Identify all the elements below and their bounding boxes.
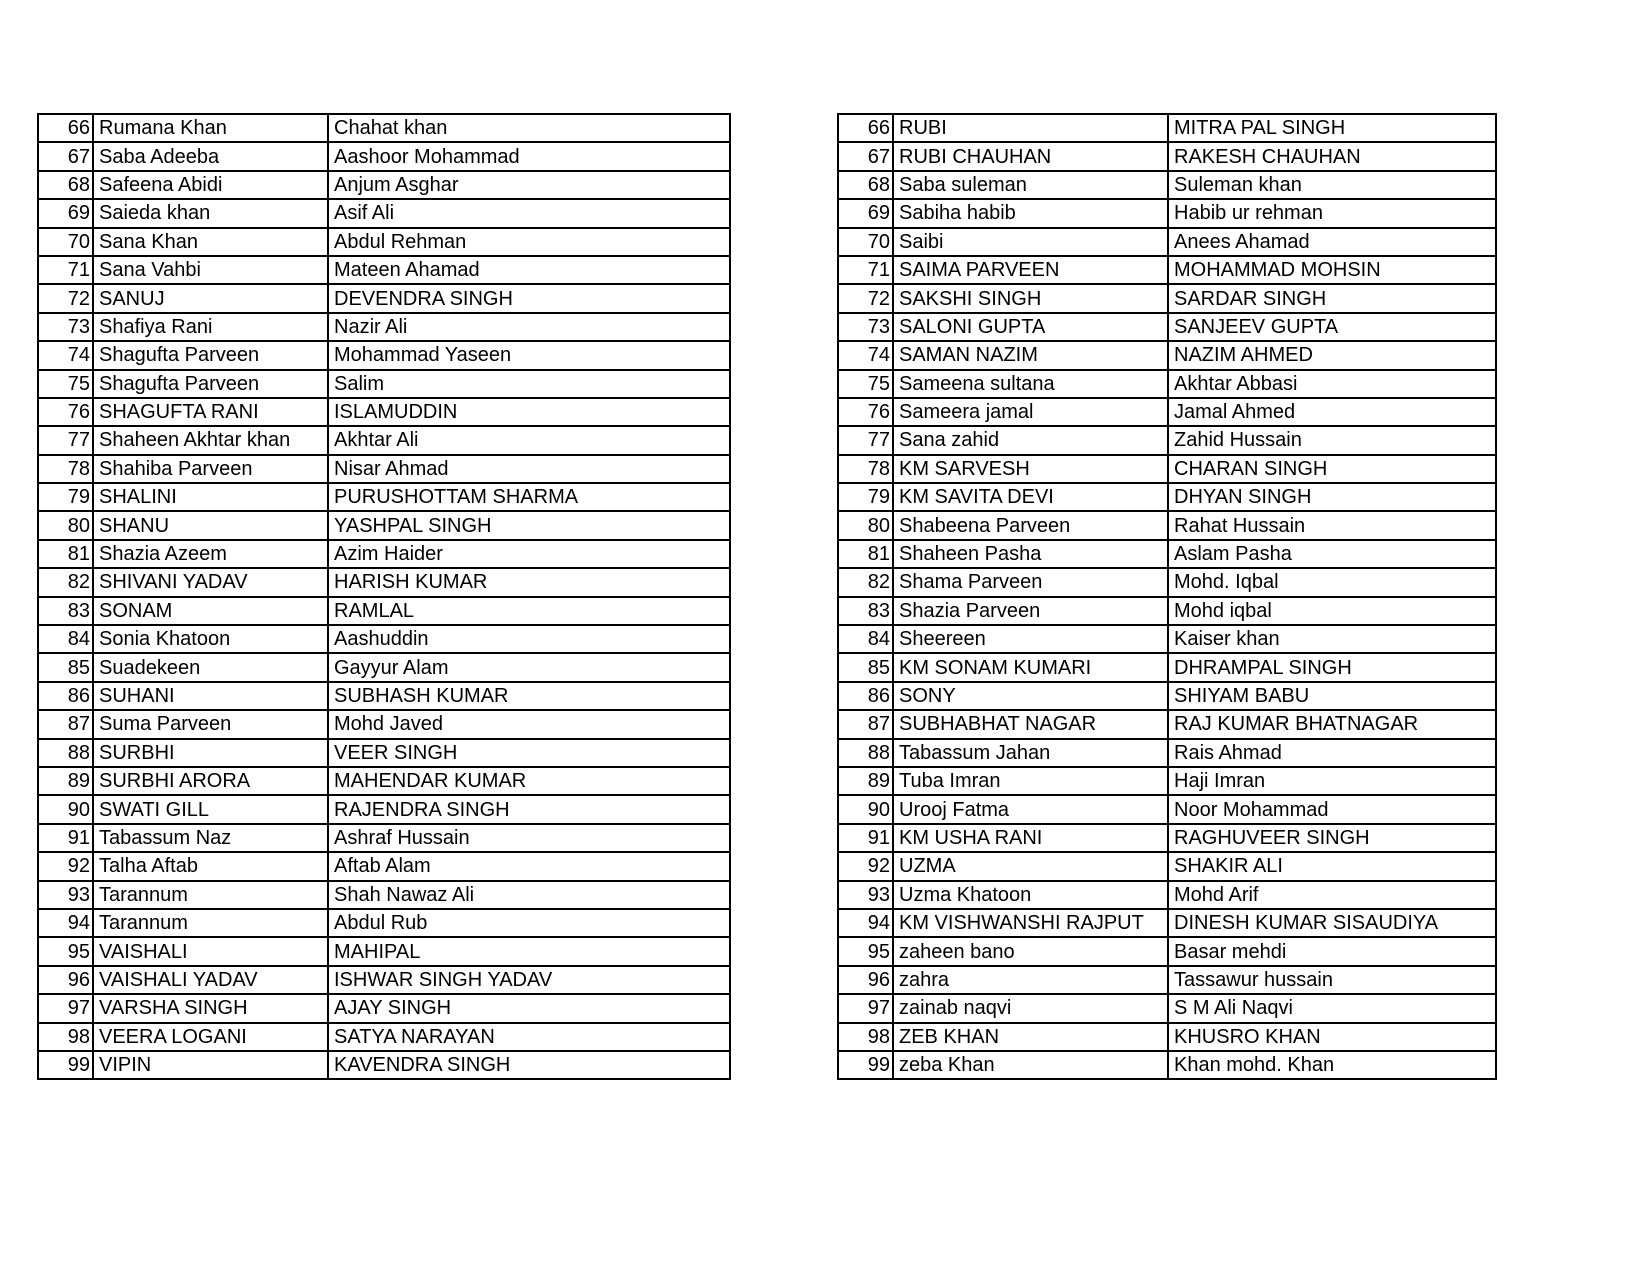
right-student-name-cell: Sheereen [893, 625, 1168, 653]
table-row [38, 597, 1496, 625]
right-number-cell: 97 [838, 994, 893, 1022]
left-number-cell: 71 [38, 256, 93, 284]
left-student-name-cell: SURBHI [93, 739, 328, 767]
left-student-name-cell: Suadekeen [93, 653, 328, 681]
left-blank-cell [730, 966, 838, 994]
left-student-name-cell: Suma Parveen [93, 710, 328, 738]
left-student-name-cell: SANUJ [93, 284, 328, 312]
right-number-cell: 81 [838, 540, 893, 568]
right-student-name-cell: Shabeena Parveen [893, 511, 1168, 539]
left-blank-cell [730, 313, 838, 341]
left-parent-name-cell: Mateen Ahamad [328, 256, 730, 284]
left-parent-name-cell: ISHWAR SINGH YADAV [328, 966, 730, 994]
left-blank-cell [730, 370, 838, 398]
right-parent-name-cell: Jamal Ahmed [1168, 398, 1496, 426]
left-student-name-cell: Sonia Khatoon [93, 625, 328, 653]
left-parent-name-cell: DEVENDRA SINGH [328, 284, 730, 312]
table-row [38, 568, 1496, 596]
left-student-name-cell: Shagufta Parveen [93, 370, 328, 398]
left-blank-cell [730, 426, 838, 454]
right-student-name-cell: Shaheen Pasha [893, 540, 1168, 568]
left-blank-cell [730, 568, 838, 596]
table-row [38, 284, 1496, 312]
table-row [38, 341, 1496, 369]
right-parent-name-cell: Haji Imran [1168, 767, 1496, 795]
left-blank-cell [730, 739, 838, 767]
left-parent-name-cell: Chahat khan [328, 114, 730, 142]
left-parent-name-cell: Gayyur Alam [328, 653, 730, 681]
left-blank-cell [730, 284, 838, 312]
right-student-name-cell: Tuba Imran [893, 767, 1168, 795]
right-student-name-cell: SALONI GUPTA [893, 313, 1168, 341]
left-parent-name-cell: KAVENDRA SINGH [328, 1051, 730, 1079]
right-number-cell: 90 [838, 795, 893, 823]
right-parent-name-cell: DINESH KUMAR SISAUDIYA [1168, 909, 1496, 937]
right-student-name-cell: RUBI CHAUHAN [893, 142, 1168, 170]
right-parent-name-cell: Mohd iqbal [1168, 597, 1496, 625]
left-parent-name-cell: HARISH KUMAR [328, 568, 730, 596]
right-student-name-cell: KM SAVITA DEVI [893, 483, 1168, 511]
right-student-name-cell: SAMAN NAZIM [893, 341, 1168, 369]
left-student-name-cell: Shaheen Akhtar khan [93, 426, 328, 454]
table-row [38, 540, 1496, 568]
left-blank-cell [730, 994, 838, 1022]
table-row [38, 937, 1496, 965]
table-row [38, 370, 1496, 398]
left-student-name-cell: SHALINI [93, 483, 328, 511]
left-parent-name-cell: Aftab Alam [328, 852, 730, 880]
right-number-cell: 94 [838, 909, 893, 937]
right-parent-name-cell: Rais Ahmad [1168, 739, 1496, 767]
right-parent-name-cell: Mohd Arif [1168, 881, 1496, 909]
table-row [38, 909, 1496, 937]
left-blank-cell [730, 682, 838, 710]
table-row [38, 966, 1496, 994]
left-blank-cell [730, 909, 838, 937]
right-parent-name-cell: Khan mohd. Khan [1168, 1051, 1496, 1079]
left-number-cell: 83 [38, 597, 93, 625]
left-number-cell: 84 [38, 625, 93, 653]
left-blank-cell [730, 597, 838, 625]
left-number-cell: 87 [38, 710, 93, 738]
right-parent-name-cell: NAZIM AHMED [1168, 341, 1496, 369]
left-number-cell: 66 [38, 114, 93, 142]
left-number-cell: 72 [38, 284, 93, 312]
right-student-name-cell: SAIMA PARVEEN [893, 256, 1168, 284]
left-student-name-cell: Shafiya Rani [93, 313, 328, 341]
left-number-cell: 68 [38, 171, 93, 199]
right-student-name-cell: KM SONAM KUMARI [893, 653, 1168, 681]
right-number-cell: 72 [838, 284, 893, 312]
left-parent-name-cell: Mohd Javed [328, 710, 730, 738]
left-number-cell: 82 [38, 568, 93, 596]
table-row [38, 256, 1496, 284]
left-blank-cell [730, 767, 838, 795]
left-number-cell: 73 [38, 313, 93, 341]
left-student-name-cell: SWATI GILL [93, 795, 328, 823]
right-number-cell: 99 [838, 1051, 893, 1079]
right-number-cell: 73 [838, 313, 893, 341]
left-number-cell: 77 [38, 426, 93, 454]
left-number-cell: 80 [38, 511, 93, 539]
right-parent-name-cell: Kaiser khan [1168, 625, 1496, 653]
right-student-name-cell: KM USHA RANI [893, 824, 1168, 852]
right-student-name-cell: Saba suleman [893, 171, 1168, 199]
left-number-cell: 86 [38, 682, 93, 710]
left-blank-cell [730, 1023, 838, 1051]
table-row [38, 114, 1496, 142]
left-parent-name-cell: Aashuddin [328, 625, 730, 653]
left-number-cell: 98 [38, 1023, 93, 1051]
right-parent-name-cell: RAJ KUMAR BHATNAGAR [1168, 710, 1496, 738]
right-parent-name-cell: Rahat Hussain [1168, 511, 1496, 539]
right-number-cell: 91 [838, 824, 893, 852]
left-parent-name-cell: Nisar Ahmad [328, 455, 730, 483]
right-number-cell: 71 [838, 256, 893, 284]
left-blank-cell [730, 937, 838, 965]
right-student-name-cell: ZEB KHAN [893, 1023, 1168, 1051]
right-student-name-cell: Sameera jamal [893, 398, 1168, 426]
right-parent-name-cell: SARDAR SINGH [1168, 284, 1496, 312]
left-student-name-cell: Rumana Khan [93, 114, 328, 142]
left-parent-name-cell: ISLAMUDDIN [328, 398, 730, 426]
right-number-cell: 89 [838, 767, 893, 795]
right-number-cell: 67 [838, 142, 893, 170]
left-blank-cell [730, 142, 838, 170]
left-student-name-cell: VEERA LOGANI [93, 1023, 328, 1051]
left-blank-cell [730, 710, 838, 738]
left-blank-cell [730, 114, 838, 142]
left-blank-cell [730, 256, 838, 284]
table-row [38, 682, 1496, 710]
left-parent-name-cell: Mohammad Yaseen [328, 341, 730, 369]
left-number-cell: 99 [38, 1051, 93, 1079]
right-student-name-cell: Sabiha habib [893, 199, 1168, 227]
right-parent-name-cell: MITRA PAL SINGH [1168, 114, 1496, 142]
table-row [38, 994, 1496, 1022]
right-parent-name-cell: Zahid Hussain [1168, 426, 1496, 454]
right-parent-name-cell: RAKESH CHAUHAN [1168, 142, 1496, 170]
table-row [38, 710, 1496, 738]
left-parent-name-cell: Azim Haider [328, 540, 730, 568]
left-blank-cell [730, 511, 838, 539]
table-row [38, 852, 1496, 880]
left-student-name-cell: VIPIN [93, 1051, 328, 1079]
left-blank-cell [730, 625, 838, 653]
left-number-cell: 85 [38, 653, 93, 681]
right-student-name-cell: SUBHABHAT NAGAR [893, 710, 1168, 738]
right-number-cell: 93 [838, 881, 893, 909]
right-number-cell: 78 [838, 455, 893, 483]
left-student-name-cell: Saieda khan [93, 199, 328, 227]
right-parent-name-cell: Mohd. Iqbal [1168, 568, 1496, 596]
right-number-cell: 70 [838, 228, 893, 256]
left-parent-name-cell: YASHPAL SINGH [328, 511, 730, 539]
left-student-name-cell: Safeena Abidi [93, 171, 328, 199]
left-student-name-cell: Tarannum [93, 881, 328, 909]
left-student-name-cell: VAISHALI [93, 937, 328, 965]
table-row [38, 199, 1496, 227]
left-parent-name-cell: Aashoor Mohammad [328, 142, 730, 170]
right-student-name-cell: UZMA [893, 852, 1168, 880]
left-number-cell: 93 [38, 881, 93, 909]
table-row [38, 511, 1496, 539]
right-parent-name-cell: Anees Ahamad [1168, 228, 1496, 256]
right-student-name-cell: zahra [893, 966, 1168, 994]
table-body [38, 114, 1496, 1079]
left-number-cell: 75 [38, 370, 93, 398]
table-row [38, 739, 1496, 767]
right-student-name-cell: Shazia Parveen [893, 597, 1168, 625]
left-parent-name-cell: RAJENDRA SINGH [328, 795, 730, 823]
right-number-cell: 74 [838, 341, 893, 369]
left-number-cell: 89 [38, 767, 93, 795]
name-list-table [37, 113, 1497, 1080]
left-blank-cell [730, 398, 838, 426]
table-row [38, 653, 1496, 681]
left-number-cell: 76 [38, 398, 93, 426]
right-number-cell: 96 [838, 966, 893, 994]
right-parent-name-cell: Habib ur rehman [1168, 199, 1496, 227]
right-number-cell: 68 [838, 171, 893, 199]
table-row [38, 426, 1496, 454]
left-student-name-cell: VAISHALI YADAV [93, 966, 328, 994]
right-parent-name-cell: Noor Mohammad [1168, 795, 1496, 823]
right-number-cell: 84 [838, 625, 893, 653]
table-row [38, 824, 1496, 852]
left-student-name-cell: SUHANI [93, 682, 328, 710]
right-parent-name-cell: KHUSRO KHAN [1168, 1023, 1496, 1051]
table-row [38, 313, 1496, 341]
right-number-cell: 76 [838, 398, 893, 426]
left-number-cell: 70 [38, 228, 93, 256]
right-number-cell: 75 [838, 370, 893, 398]
table-row [38, 625, 1496, 653]
left-parent-name-cell: SATYA NARAYAN [328, 1023, 730, 1051]
right-student-name-cell: KM SARVESH [893, 455, 1168, 483]
right-student-name-cell: zaheen bano [893, 937, 1168, 965]
table-row [38, 881, 1496, 909]
right-student-name-cell: Shama Parveen [893, 568, 1168, 596]
left-parent-name-cell: Shah Nawaz Ali [328, 881, 730, 909]
right-student-name-cell: Saibi [893, 228, 1168, 256]
left-student-name-cell: Tarannum [93, 909, 328, 937]
left-number-cell: 74 [38, 341, 93, 369]
left-number-cell: 97 [38, 994, 93, 1022]
left-number-cell: 81 [38, 540, 93, 568]
left-student-name-cell: VARSHA SINGH [93, 994, 328, 1022]
left-number-cell: 69 [38, 199, 93, 227]
left-student-name-cell: SHAGUFTA RANI [93, 398, 328, 426]
left-blank-cell [730, 881, 838, 909]
left-student-name-cell: Sana Vahbi [93, 256, 328, 284]
left-number-cell: 78 [38, 455, 93, 483]
left-blank-cell [730, 540, 838, 568]
left-blank-cell [730, 1051, 838, 1079]
left-number-cell: 79 [38, 483, 93, 511]
right-number-cell: 86 [838, 682, 893, 710]
right-number-cell: 82 [838, 568, 893, 596]
left-blank-cell [730, 199, 838, 227]
left-blank-cell [730, 228, 838, 256]
right-student-name-cell: SAKSHI SINGH [893, 284, 1168, 312]
right-number-cell: 69 [838, 199, 893, 227]
right-number-cell: 88 [838, 739, 893, 767]
right-parent-name-cell: Tassawur hussain [1168, 966, 1496, 994]
left-parent-name-cell: Asif Ali [328, 199, 730, 227]
left-parent-name-cell: AJAY SINGH [328, 994, 730, 1022]
left-blank-cell [730, 341, 838, 369]
left-parent-name-cell: Abdul Rub [328, 909, 730, 937]
right-student-name-cell: Tabassum Jahan [893, 739, 1168, 767]
left-blank-cell [730, 795, 838, 823]
left-parent-name-cell: Akhtar Ali [328, 426, 730, 454]
left-blank-cell [730, 852, 838, 880]
right-parent-name-cell: DHYAN SINGH [1168, 483, 1496, 511]
left-blank-cell [730, 653, 838, 681]
left-number-cell: 95 [38, 937, 93, 965]
left-student-name-cell: SHIVANI YADAV [93, 568, 328, 596]
right-student-name-cell: Sameena sultana [893, 370, 1168, 398]
left-parent-name-cell: Ashraf Hussain [328, 824, 730, 852]
left-number-cell: 91 [38, 824, 93, 852]
right-student-name-cell: RUBI [893, 114, 1168, 142]
table-row [38, 398, 1496, 426]
right-parent-name-cell: CHARAN SINGH [1168, 455, 1496, 483]
left-parent-name-cell: MAHENDAR KUMAR [328, 767, 730, 795]
right-parent-name-cell: SANJEEV GUPTA [1168, 313, 1496, 341]
table-row [38, 455, 1496, 483]
right-number-cell: 85 [838, 653, 893, 681]
right-number-cell: 66 [838, 114, 893, 142]
left-student-name-cell: SURBHI ARORA [93, 767, 328, 795]
left-parent-name-cell: Nazir Ali [328, 313, 730, 341]
right-student-name-cell: Urooj Fatma [893, 795, 1168, 823]
left-parent-name-cell: Anjum Asghar [328, 171, 730, 199]
left-student-name-cell: Shazia Azeem [93, 540, 328, 568]
table-row [38, 483, 1496, 511]
left-student-name-cell: SONAM [93, 597, 328, 625]
right-student-name-cell: SONY [893, 682, 1168, 710]
right-number-cell: 92 [838, 852, 893, 880]
right-student-name-cell: KM VISHWANSHI RAJPUT [893, 909, 1168, 937]
left-student-name-cell: SHANU [93, 511, 328, 539]
right-number-cell: 87 [838, 710, 893, 738]
table-row [38, 1051, 1496, 1079]
left-student-name-cell: Shagufta Parveen [93, 341, 328, 369]
left-number-cell: 94 [38, 909, 93, 937]
left-student-name-cell: Tabassum Naz [93, 824, 328, 852]
left-blank-cell [730, 483, 838, 511]
table-row [38, 171, 1496, 199]
right-number-cell: 79 [838, 483, 893, 511]
table-row [38, 767, 1496, 795]
right-student-name-cell: zeba Khan [893, 1051, 1168, 1079]
table-row [38, 228, 1496, 256]
left-number-cell: 88 [38, 739, 93, 767]
left-parent-name-cell: RAMLAL [328, 597, 730, 625]
right-student-name-cell: zainab naqvi [893, 994, 1168, 1022]
left-parent-name-cell: Abdul Rehman [328, 228, 730, 256]
left-parent-name-cell: MAHIPAL [328, 937, 730, 965]
right-parent-name-cell: SHIYAM BABU [1168, 682, 1496, 710]
table-row [38, 1023, 1496, 1051]
right-parent-name-cell: Aslam Pasha [1168, 540, 1496, 568]
right-number-cell: 80 [838, 511, 893, 539]
right-parent-name-cell: DHRAMPAL SINGH [1168, 653, 1496, 681]
left-parent-name-cell: SUBHASH KUMAR [328, 682, 730, 710]
left-parent-name-cell: PURUSHOTTAM SHARMA [328, 483, 730, 511]
right-number-cell: 95 [838, 937, 893, 965]
left-student-name-cell: Sana Khan [93, 228, 328, 256]
left-number-cell: 92 [38, 852, 93, 880]
left-blank-cell [730, 824, 838, 852]
left-student-name-cell: Saba Adeeba [93, 142, 328, 170]
right-parent-name-cell: Basar mehdi [1168, 937, 1496, 965]
left-blank-cell [730, 455, 838, 483]
left-number-cell: 96 [38, 966, 93, 994]
right-parent-name-cell: Akhtar Abbasi [1168, 370, 1496, 398]
left-number-cell: 67 [38, 142, 93, 170]
table-row [38, 795, 1496, 823]
right-parent-name-cell: Suleman khan [1168, 171, 1496, 199]
table-row [38, 142, 1496, 170]
right-parent-name-cell: MOHAMMAD MOHSIN [1168, 256, 1496, 284]
right-student-name-cell: Uzma Khatoon [893, 881, 1168, 909]
right-student-name-cell: Sana zahid [893, 426, 1168, 454]
right-parent-name-cell: S M Ali Naqvi [1168, 994, 1496, 1022]
right-number-cell: 83 [838, 597, 893, 625]
right-parent-name-cell: SHAKIR ALI [1168, 852, 1496, 880]
left-parent-name-cell: Salim [328, 370, 730, 398]
right-number-cell: 77 [838, 426, 893, 454]
right-parent-name-cell: RAGHUVEER SINGH [1168, 824, 1496, 852]
left-student-name-cell: Talha Aftab [93, 852, 328, 880]
left-number-cell: 90 [38, 795, 93, 823]
left-blank-cell [730, 171, 838, 199]
left-parent-name-cell: VEER SINGH [328, 739, 730, 767]
left-student-name-cell: Shahiba Parveen [93, 455, 328, 483]
right-number-cell: 98 [838, 1023, 893, 1051]
